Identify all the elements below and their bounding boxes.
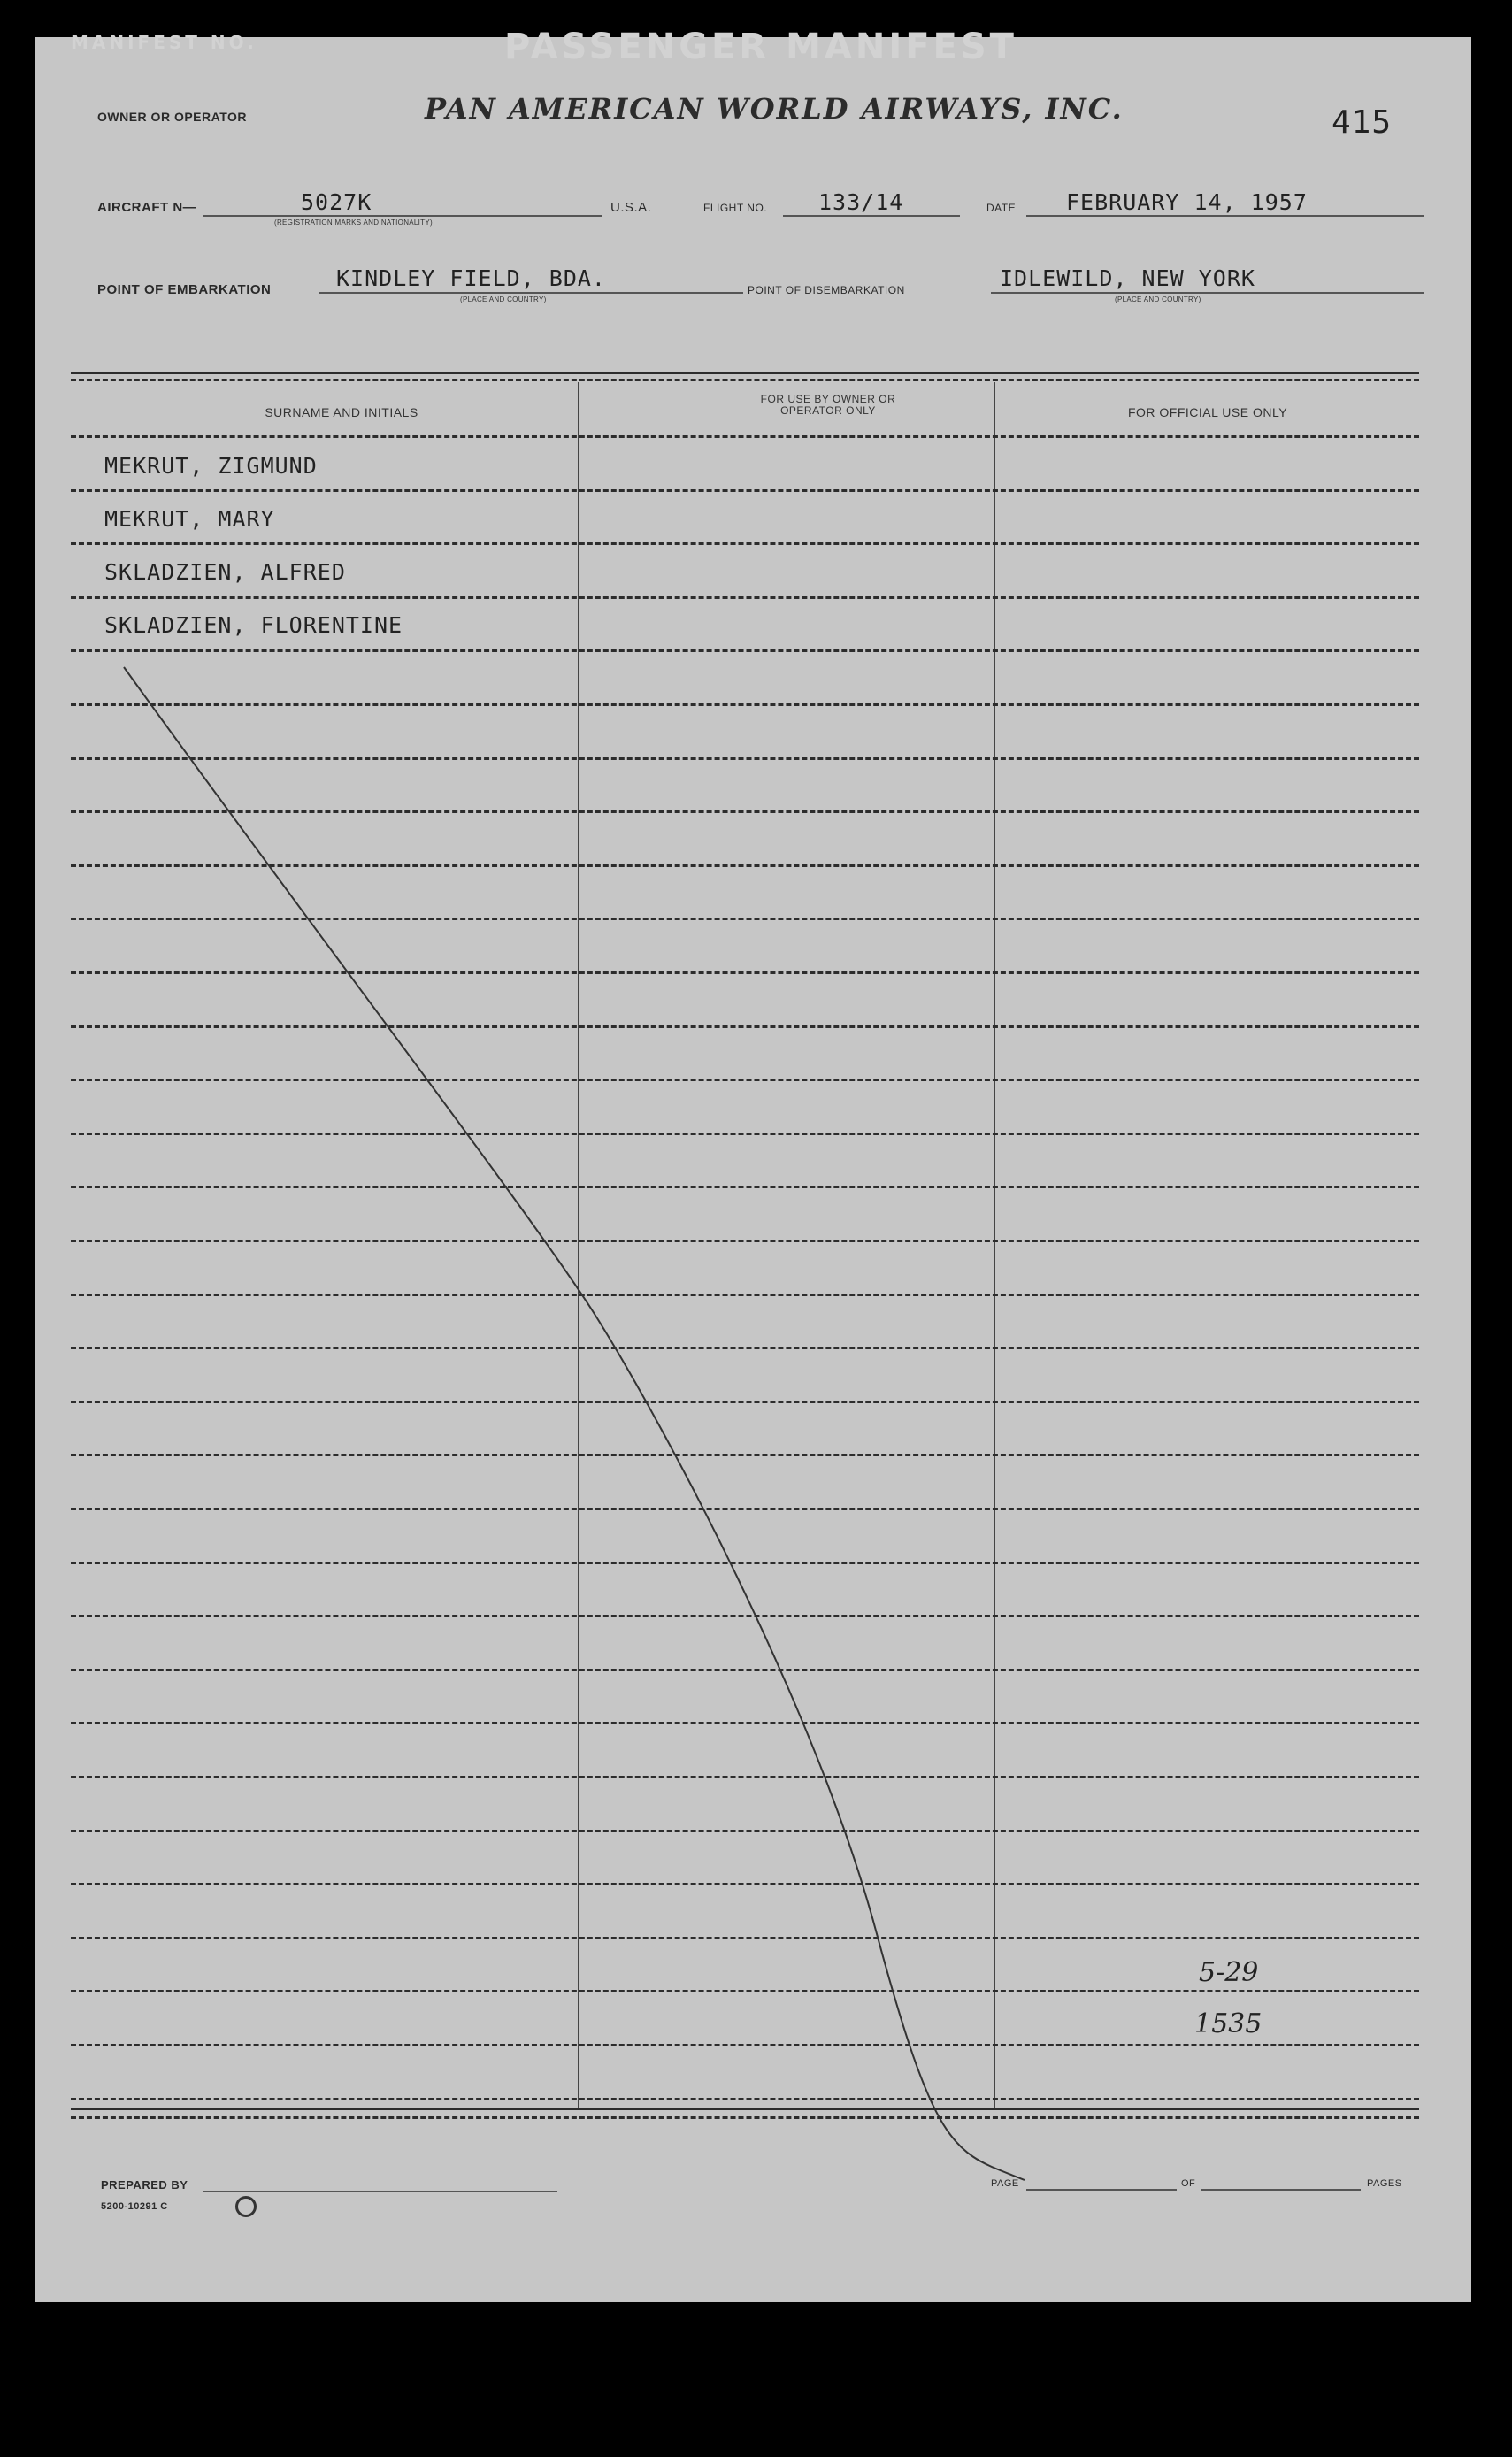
of-label: OF bbox=[1181, 2178, 1196, 2189]
embark-label: POINT OF EMBARKATION bbox=[97, 282, 272, 297]
col-head-surname: SURNAME AND INITIALS bbox=[265, 405, 418, 419]
flight-label: FLIGHT NO. bbox=[703, 202, 768, 214]
page-underline bbox=[1026, 2189, 1177, 2191]
manifest-title-ghost: PASSENGER MANIFEST bbox=[504, 27, 1017, 67]
page-number: 415 bbox=[1332, 104, 1393, 141]
date-value: FEBRUARY 14, 1957 bbox=[1066, 189, 1308, 215]
disembark-label: POINT OF DISEMBARKATION bbox=[748, 284, 905, 296]
pages-label: PAGES bbox=[1367, 2178, 1402, 2189]
of-underline bbox=[1201, 2189, 1361, 2191]
page-label: PAGE bbox=[991, 2178, 1019, 2189]
aircraft-label: AIRCRAFT N— bbox=[97, 200, 197, 215]
embark-value: KINDLEY FIELD, BDA. bbox=[336, 265, 606, 291]
passenger-2: MEKRUT, MARY bbox=[104, 506, 275, 532]
airline-name: PAN AMERICAN WORLD AIRWAYS, INC. bbox=[425, 92, 1124, 126]
manifest-page bbox=[35, 27, 1471, 2302]
aircraft-value: 5027K bbox=[301, 189, 372, 215]
manifest-number-ghost: MANIFEST NO. bbox=[71, 32, 257, 53]
table-bottom-rule bbox=[71, 2108, 1419, 2110]
handwritten-note-2: 1535 bbox=[1194, 2008, 1263, 2039]
prepared-by-underline bbox=[203, 2191, 557, 2192]
col-head-official: FOR OFFICIAL USE ONLY bbox=[1127, 405, 1288, 419]
passenger-1: MEKRUT, ZIGMUND bbox=[104, 453, 318, 479]
embark-caption: (PLACE AND COUNTRY) bbox=[460, 296, 547, 303]
handwritten-note-1: 5-29 bbox=[1199, 1957, 1259, 1988]
owner-label: OWNER OR OPERATOR bbox=[97, 110, 247, 124]
form-code: 5200-10291 C bbox=[101, 2201, 168, 2212]
flight-value: 133/14 bbox=[818, 189, 904, 215]
prepared-by-label: PREPARED BY bbox=[101, 2178, 188, 2192]
passenger-3: SKLADZIEN, ALFRED bbox=[104, 559, 346, 585]
col-head-operator: FOR USE BY OWNER OR OPERATOR ONLY bbox=[760, 393, 896, 417]
table-bottom-rule-2 bbox=[71, 2116, 1419, 2119]
disembark-value: IDLEWILD, NEW YORK bbox=[1000, 265, 1255, 291]
aircraft-caption: (REGISTRATION MARKS AND NATIONALITY) bbox=[274, 219, 433, 227]
disembark-caption: (PLACE AND COUNTRY) bbox=[1115, 296, 1201, 303]
usa-label: U.S.A. bbox=[610, 200, 652, 215]
union-seal-icon bbox=[235, 2196, 257, 2217]
date-label: DATE bbox=[986, 202, 1017, 214]
passenger-4: SKLADZIEN, FLORENTINE bbox=[104, 612, 403, 638]
